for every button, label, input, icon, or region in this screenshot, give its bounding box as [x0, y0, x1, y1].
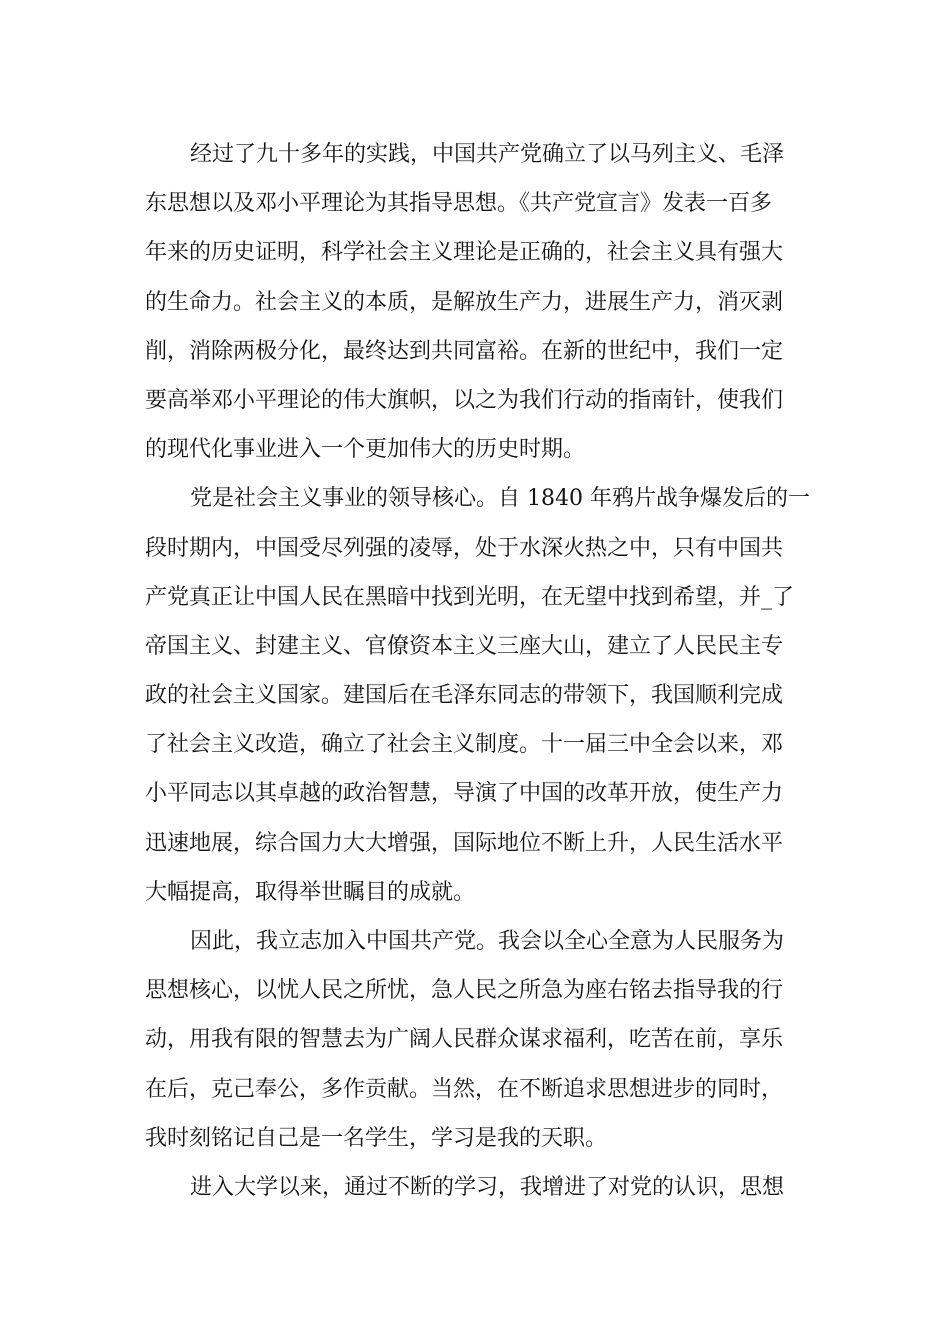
text-line: 了社会主义改造，确立了社会主义制度。十一届三中全会以来，邓 — [145, 732, 784, 758]
text-line: 年来的历史证明，科学社会主义理论是正确的，社会主义具有强大 — [145, 240, 784, 266]
text-line: 经过了九十多年的实践，中国共产党确立了以马列主义、毛泽 — [190, 142, 785, 167]
text-line: 我时刻铭记自己是一名学生，学习是我的天职。 — [145, 1125, 608, 1151]
text-line: 的生命力。社会主义的本质，是解放生产力，进展生产力，消灭剥 — [145, 289, 784, 315]
text-line: 东思想以及邓小平理论为其指导思想。《共产党宣言》发表一百多 — [145, 191, 773, 217]
text-line: 在后，克己奉公，多作贡献。当然，在不断追求思想进步的同时， — [145, 1076, 784, 1102]
text-line: 削，消除两极分化，最终达到共同富裕。在新的世纪中，我们一定 — [145, 338, 784, 364]
text-line: 大幅提高，取得举世瞩目的成就。 — [145, 879, 476, 905]
text-line: 帝国主义、封建主义、官僚资本主义三座大山，建立了人民民主专 — [145, 633, 784, 659]
text-line: 的现代化事业进入一个更加伟大的历史时期。 — [145, 437, 586, 463]
document-body — [145, 130, 810, 1212]
text-line: 迅速地展，综合国力大大增强，国际地位不断上升，人民生活水平 — [145, 830, 784, 856]
text-line: 政的社会主义国家。建国后在毛泽东同志的带领下，我国顺利完成 — [145, 683, 784, 709]
text-line: 党是社会主义事业的领导核心。自 1840 年鸦片战争爆发后的一 — [190, 486, 810, 512]
text-line: 因此，我立志加入中国共产党。我会以全心全意为人民服务为 — [190, 929, 785, 954]
text-line: 要高举邓小平理论的伟大旗帜，以之为我们行动的指南针，使我们 — [145, 387, 784, 413]
text-line: 小平同志以其卓越的政治智慧，导演了中国的改革开放，使生产力 — [145, 781, 784, 807]
text-line: 思想核心，以忧人民之所忧，急人民之所急为座右铭去指导我的行 — [145, 978, 784, 1004]
text-line: 段时期内，中国受尽列强的凌辱，处于水深火热之中，只有中国共 — [145, 535, 784, 561]
text-line: 产党真正让中国人民在黑暗中找到光明，在无望中找到希望，并_了 — [145, 584, 795, 610]
text-line: 动，用我有限的智慧去为广阔人民群众谋求福利，吃苦在前，享乐 — [145, 1027, 784, 1053]
text-line: 进入大学以来，通过不断的学习，我增进了对党的认识，思想 — [190, 1174, 785, 1200]
